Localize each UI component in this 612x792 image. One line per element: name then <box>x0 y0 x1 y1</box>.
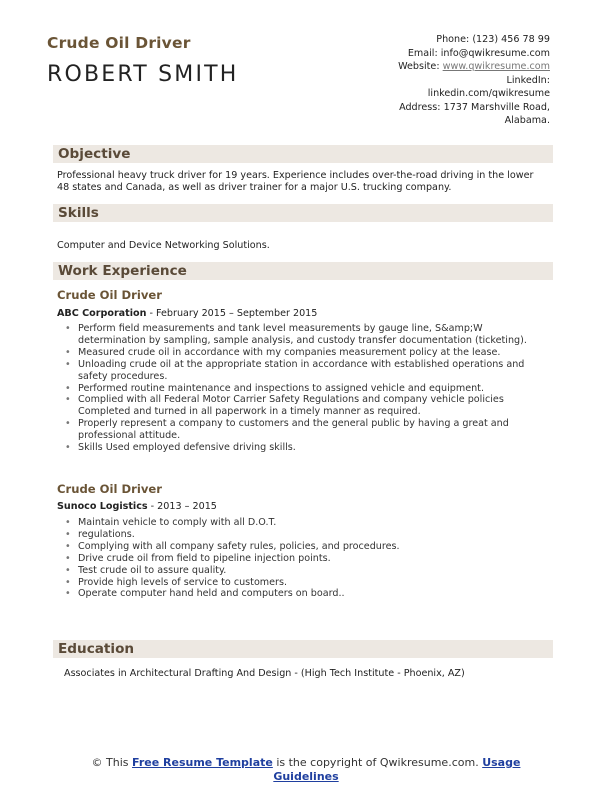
job-2-bullets <box>64 517 550 600</box>
objective-text: Professional heavy truck driver for 19 years. Experience includes over-the-road driving in the lower 48 states and Canada, as well as driver trainer for a major U.S. trucking company. <box>57 170 534 193</box>
free-resume-template-link[interactable]: Free Resume Template <box>132 756 273 769</box>
contact-website <box>310 60 550 74</box>
skills-section-header <box>53 204 553 222</box>
job-1-title: Crude Oil Driver <box>57 288 162 302</box>
list-item: • Skills Used employed defensive driving skills. <box>64 442 550 454</box>
skills-text: Computer and Device Networking Solutions. <box>57 240 270 251</box>
contact-address <box>310 101 550 115</box>
list-item: • Operate computer hand held and computers on board.. <box>64 588 550 600</box>
usage-guidelines-link[interactable]: Usage Guidelines <box>273 756 521 783</box>
contact-linkedin-label: LinkedIn: <box>506 74 550 86</box>
work-section-header <box>53 262 553 280</box>
footer-middle: is the copyright of Qwikresume.com. <box>272 756 483 769</box>
contact-block <box>310 33 550 128</box>
email-label: Email: <box>407 47 438 59</box>
job-1-company: ABC Corporation <box>57 308 147 319</box>
contact-email <box>310 47 550 61</box>
job-2-company: Sunoco Logistics <box>57 501 148 512</box>
list-item: • Complying with all company safety rules, policies, and procedures. <box>64 541 550 553</box>
list-item: • Test crude oil to assure quality. <box>64 565 550 577</box>
contact-address-line2: Alabama. <box>504 115 550 126</box>
list-item: • Measured crude oil in accordance with my companies measurement policy at the lease. <box>64 347 550 359</box>
candidate-name: ROBERT SMITH <box>47 62 239 87</box>
list-item: • regulations. <box>64 529 550 541</box>
work-heading: Work Experience <box>58 263 187 279</box>
address-line1: 1737 Marshville Road, <box>443 101 550 113</box>
list-item: • Drive crude oil from field to pipeline injection points. <box>64 553 550 565</box>
email-value: info@qwikresume.com <box>440 47 550 59</box>
job-2-company-line <box>57 501 217 512</box>
education-text: Associates in Architectural Drafting And Design - (High Tech Institute - Phoenix, AZ) <box>64 668 465 679</box>
job-2-title: Crude Oil Driver <box>57 482 162 496</box>
list-item: • Provide high levels of service to customers. <box>64 577 550 589</box>
job-1-company-line <box>57 308 317 319</box>
address-label: Address: <box>399 101 441 113</box>
objective-heading: Objective <box>58 146 131 162</box>
list-item: • Perform field measurements and tank level measurements by gauge line, S&amp;W determination by sampling, sample analysis, and custody transfer documentation (ticketing). <box>64 323 550 347</box>
footer-prefix: © This <box>91 756 133 769</box>
footer <box>80 756 532 784</box>
list-item: • Unloading crude oil at the appropriate station in accordance with established operations and safety procedures. <box>64 359 550 383</box>
job-1-dates: - February 2015 – September 2015 <box>146 308 318 319</box>
skills-heading: Skills <box>58 205 99 221</box>
list-item: • Properly represent a company to customers and the general public by having a great and professional attitude. <box>64 418 550 442</box>
website-label: Website: <box>398 61 440 72</box>
education-heading: Education <box>58 641 135 657</box>
contact-phone <box>310 33 550 47</box>
phone-value: (123) 456 78 99 <box>472 34 550 45</box>
list-item: • Performed routine maintenance and inspections to assigned vehicle and equipment. <box>64 383 550 395</box>
header-job-title: Crude Oil Driver <box>47 34 191 52</box>
list-item: • Complied with all Federal Motor Carrier Safety Regulations and company vehicle policies Completed and turned in all paperwork in a timely manner as required. <box>64 394 550 418</box>
job-2-dates: - 2013 – 2015 <box>147 501 217 512</box>
phone-label: Phone: <box>436 34 470 45</box>
contact-linkedin-value: linkedin.com/qwikresume <box>427 88 550 99</box>
education-section-header <box>53 640 553 658</box>
website-link[interactable]: www.qwikresume.com <box>442 61 550 72</box>
list-item: • Maintain vehicle to comply with all D.O.T. <box>64 517 550 529</box>
job-1-bullets <box>64 323 550 454</box>
objective-section-header <box>53 145 553 163</box>
